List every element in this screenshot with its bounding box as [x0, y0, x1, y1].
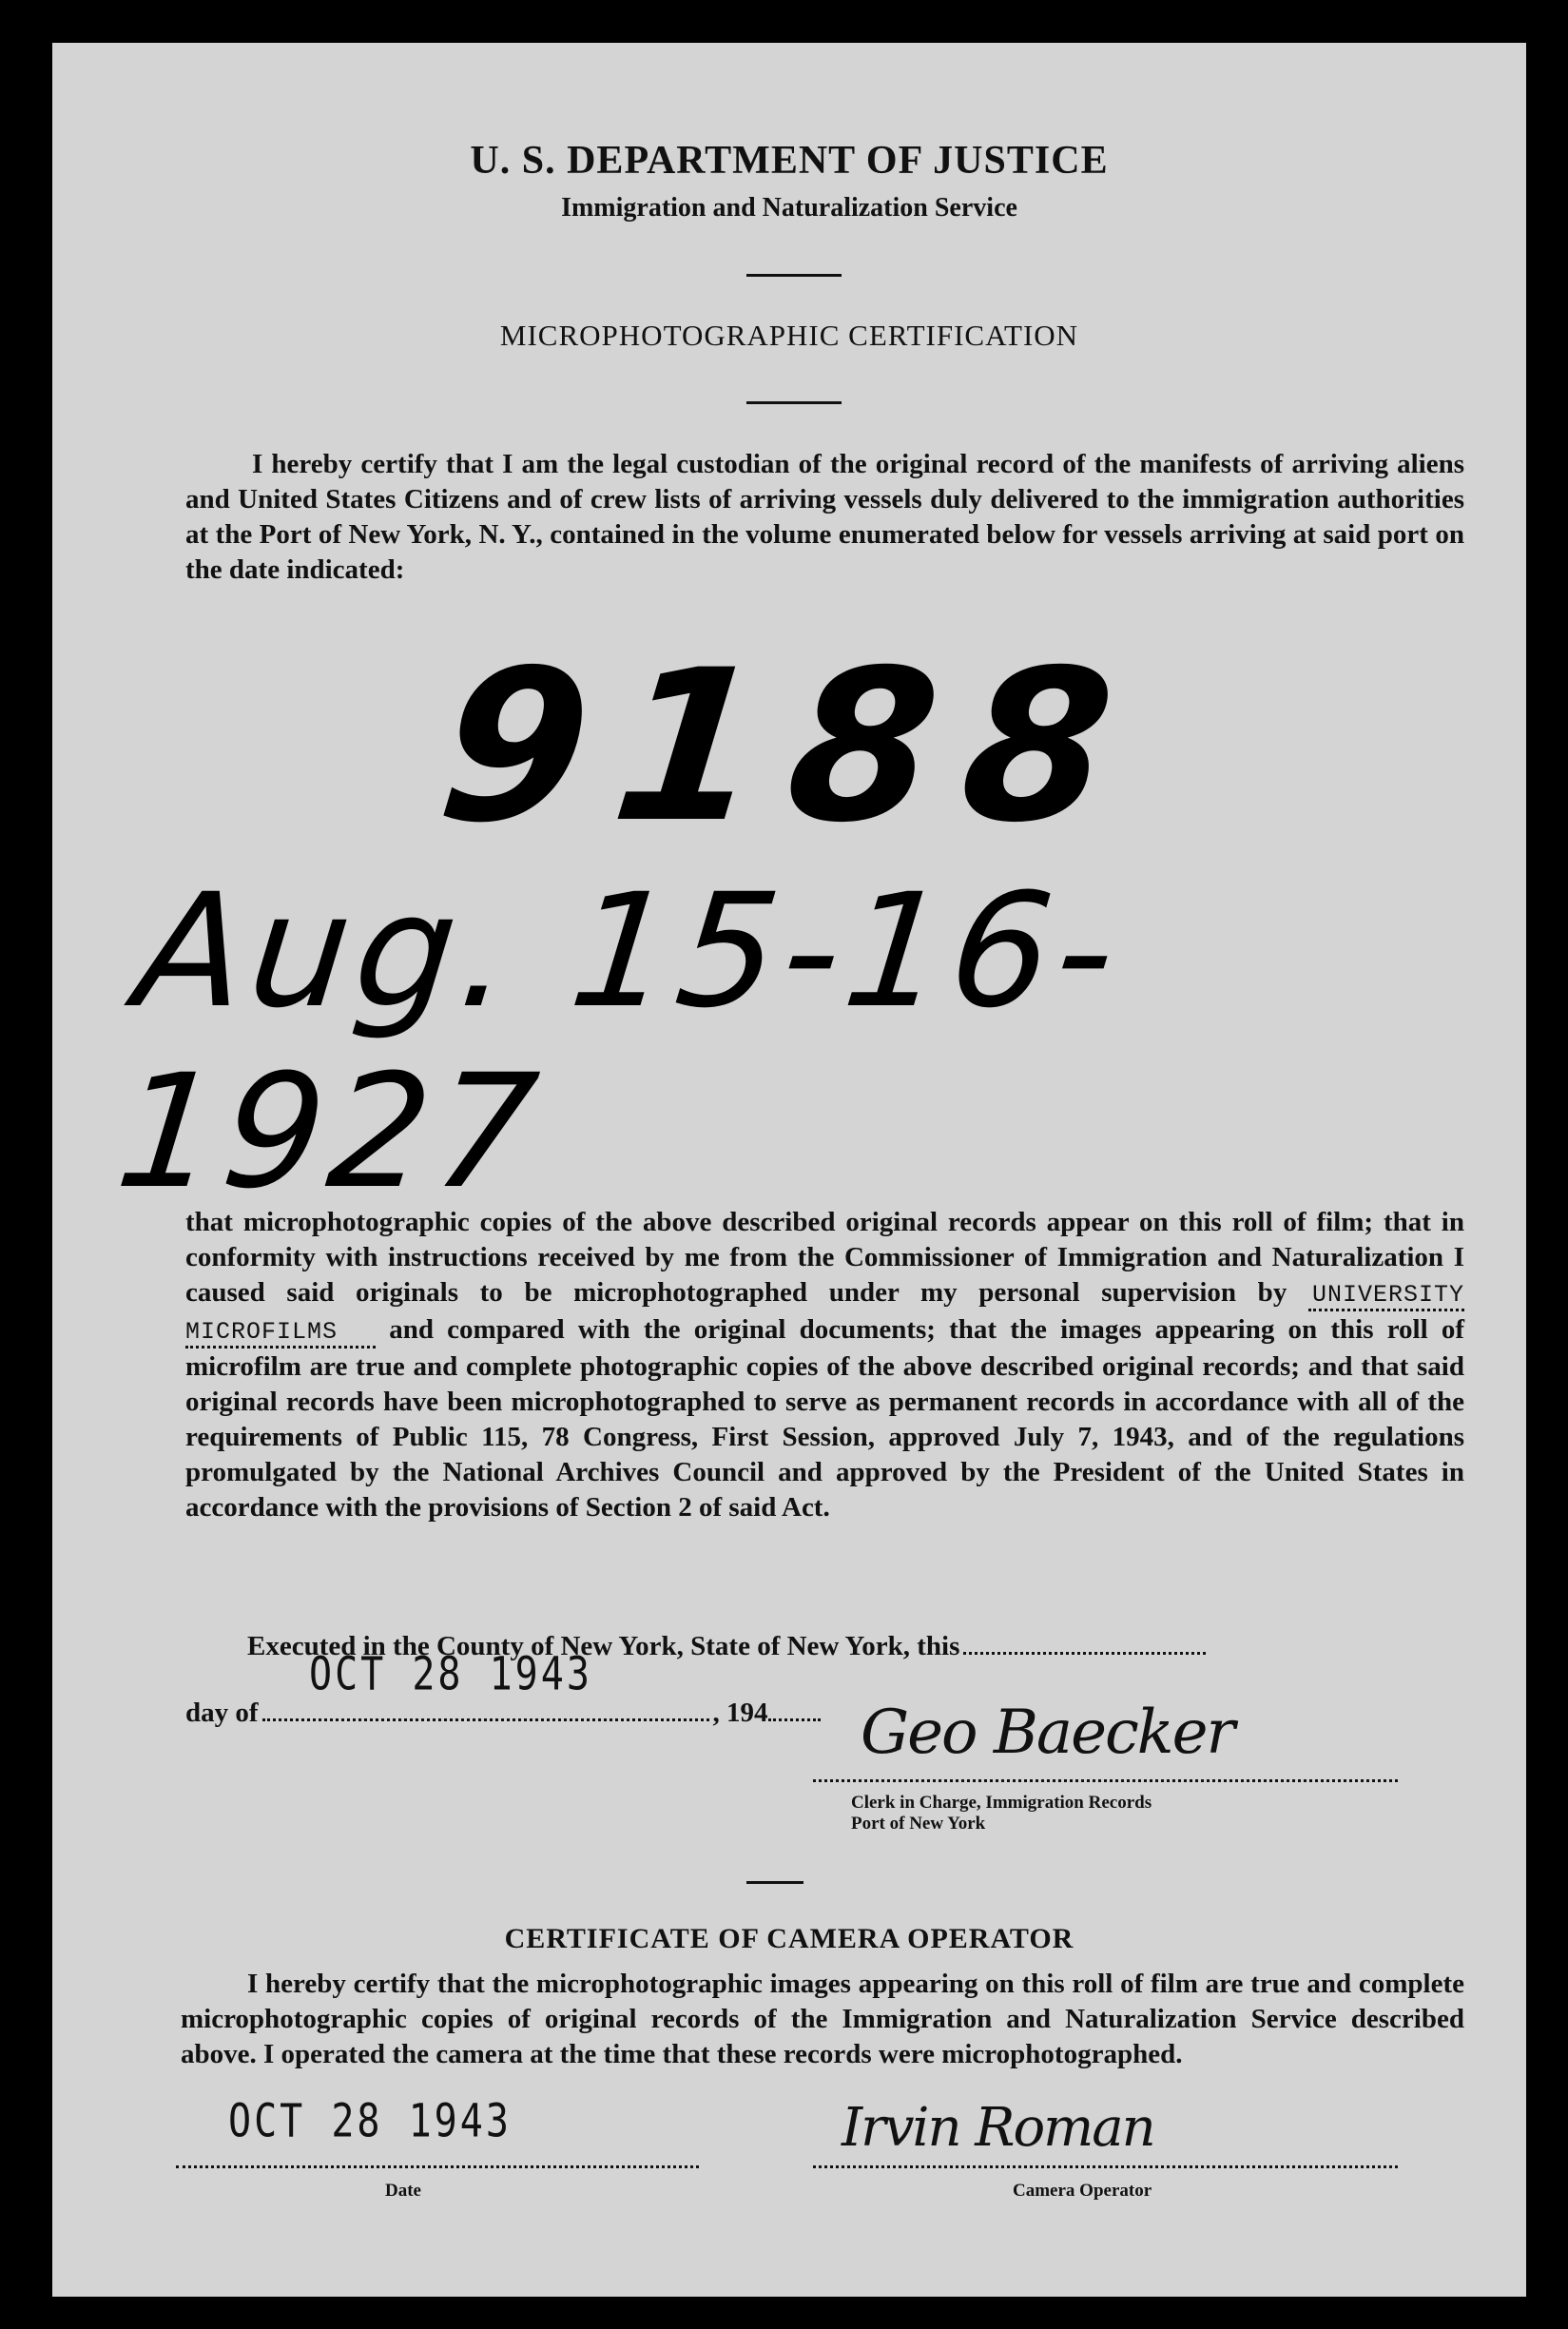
clerk-signature: Geo Baecker	[861, 1698, 1234, 1768]
operator-signature-line	[813, 2165, 1398, 2168]
body-text-after-name: and compared with the original documents; that the images appearing on this roll of microfilm are true and complete photographic copies of the above described original records; and that said original records have been microphotographed to serve as permanent records in accordance with all of the requirements of Public 115, 78 Congress, First Session, approved July 7, 1943, and of the regulations promulgated by the National Archives Council and approved by the President of the United States in accordance with the provisions of Section 2 of said Act.	[185, 1314, 1465, 1523]
photographer-name: UNIVERSITY MICROFILMS	[185, 1281, 1464, 1349]
divider	[746, 1881, 803, 1884]
camera-paragraph: I hereby certify that the microphotographic images appearing on this roll of film are true and complete microphotographic copies of original records of the Immigration and Naturalization Service described above. I operated the camera at the time that these records were microphotographed.	[181, 1969, 1464, 2069]
intro-paragraph: I hereby certify that I am the legal custodian of the original record of the manifests of arriving aliens and United States Citizens and of crew lists of arriving vessels duly delivered to the immigration authorities at the Port of New York, N. Y., contained in the volume enumerated below for vessels arriving at said port on the date indicated:	[185, 449, 1464, 585]
camera-date-stamp: OCT 28 1943	[228, 2095, 512, 2148]
date-stamp: OCT 28 1943	[309, 1648, 592, 1701]
handwritten-volume-dates: Aug. 15-16-1927	[108, 860, 1130, 1223]
body-text-before-name: that microphotographic copies of the above described original records appear on this roll of film; that in conformity with instructions received by me from the Commissioner of Immigration and Naturalization I caused said originals to be microphotographed under my personal supervision by	[185, 1207, 1464, 1308]
year-blank	[768, 1711, 821, 1721]
certification-heading: MICROPHOTOGRAPHIC CERTIFICATION	[499, 319, 1079, 352]
executed-line: Executed in the County of New York, State of New York, this	[247, 1629, 1464, 1664]
day-blank	[963, 1644, 1206, 1655]
department-title: U. S. DEPARTMENT OF JUSTICE	[470, 139, 1109, 183]
divider	[746, 274, 842, 277]
date-line	[176, 2165, 699, 2168]
clerk-signature-line	[813, 1779, 1398, 1782]
operator-signature: Irvin Roman	[842, 2097, 1154, 2159]
certificate-page	[52, 43, 1526, 2297]
body-paragraph	[185, 1205, 1464, 1525]
camera-heading: CERTIFICATE OF CAMERA OPERATOR	[504, 1923, 1074, 1954]
day-of-blank	[262, 1711, 709, 1721]
operator-label: Camera Operator	[1013, 2181, 1152, 2201]
clerk-port: Port of New York	[851, 1814, 986, 1834]
day-of-line: day of , 194	[185, 1696, 1041, 1731]
handwritten-volume-number: 9188	[429, 625, 1152, 868]
date-label: Date	[385, 2181, 421, 2201]
service-subtitle: Immigration and Naturalization Service	[561, 193, 1017, 223]
divider	[746, 401, 842, 404]
clerk-title: Clerk in Charge, Immigration Records	[851, 1793, 1152, 1813]
